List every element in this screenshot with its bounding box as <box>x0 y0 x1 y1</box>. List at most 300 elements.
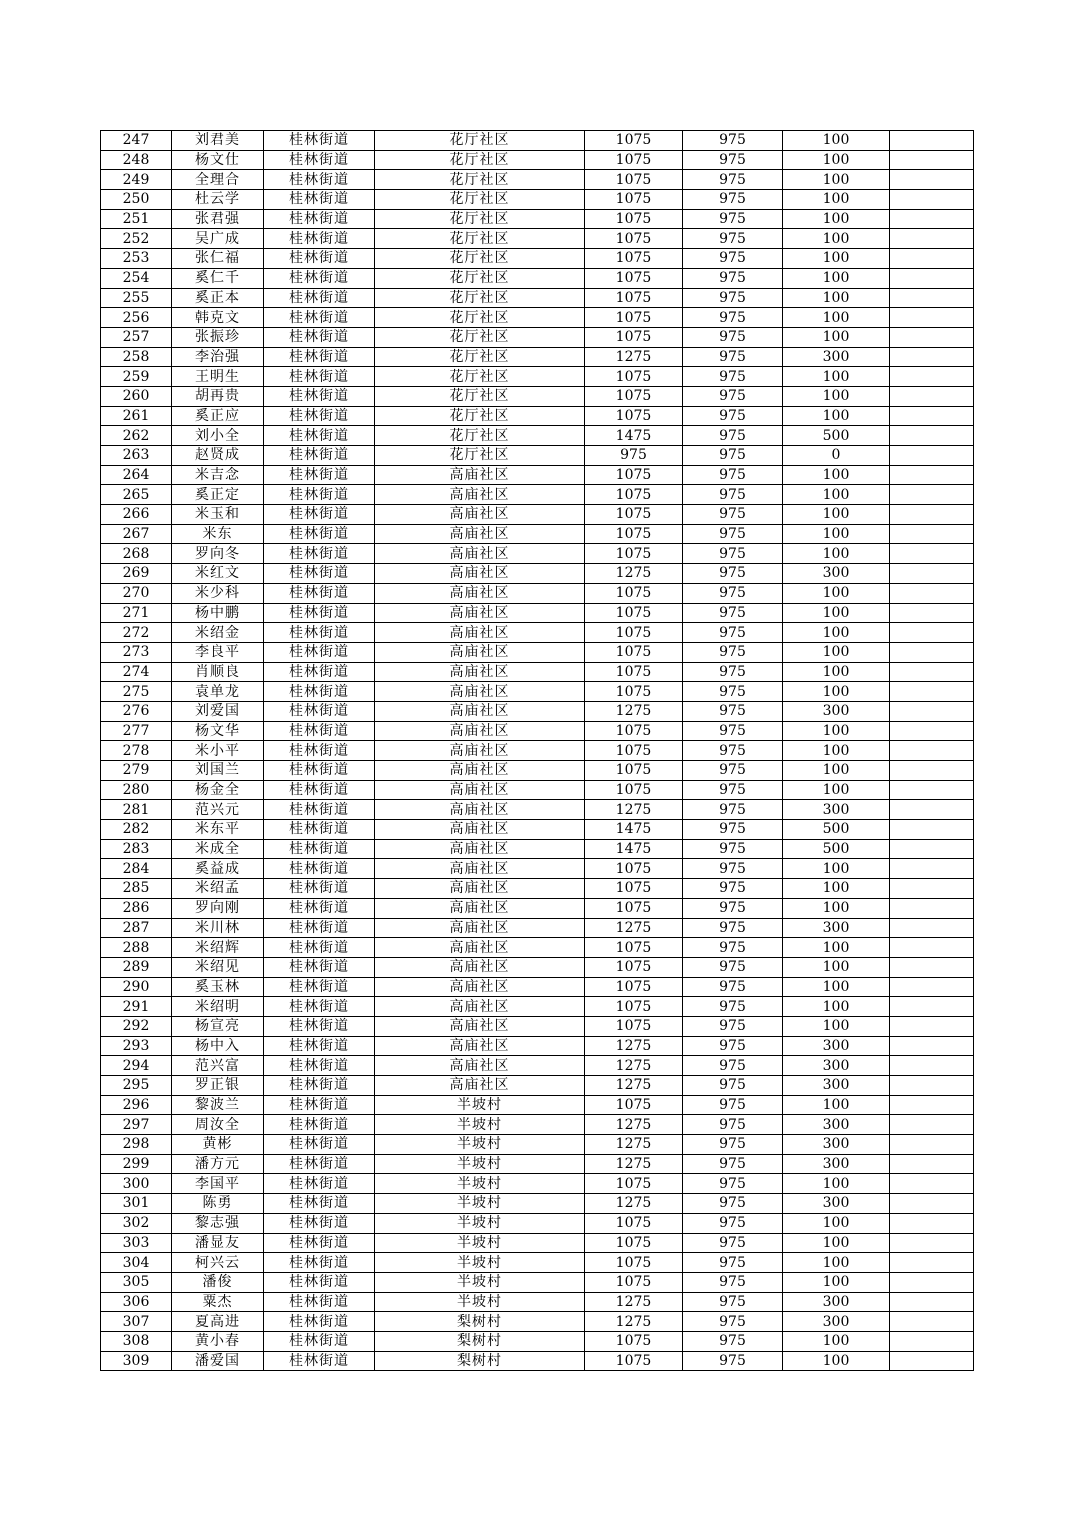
community-cell: 高庙社区 <box>375 879 585 899</box>
amount-cell: 1075 <box>585 485 683 505</box>
amount-cell: 1075 <box>585 997 683 1017</box>
name-cell: 范兴富 <box>172 1056 264 1076</box>
base-cell: 975 <box>683 347 783 367</box>
index-cell: 287 <box>101 918 172 938</box>
amount-cell: 1075 <box>585 623 683 643</box>
community-cell: 花厅社区 <box>375 426 585 446</box>
remark-cell <box>890 623 974 643</box>
community-cell: 高庙社区 <box>375 741 585 761</box>
community-cell: 半坡村 <box>375 1292 585 1312</box>
street-cell: 桂林街道 <box>264 465 375 485</box>
community-cell: 半坡村 <box>375 1213 585 1233</box>
index-cell: 292 <box>101 1016 172 1036</box>
difference-cell: 100 <box>783 721 890 741</box>
remark-cell <box>890 1194 974 1214</box>
amount-cell: 1475 <box>585 426 683 446</box>
index-cell: 300 <box>101 1174 172 1194</box>
street-cell: 桂林街道 <box>264 938 375 958</box>
community-cell: 半坡村 <box>375 1095 585 1115</box>
name-cell: 米绍孟 <box>172 879 264 899</box>
base-cell: 975 <box>683 1115 783 1135</box>
street-cell: 桂林街道 <box>264 1312 375 1332</box>
street-cell: 桂林街道 <box>264 918 375 938</box>
table-row <box>101 406 974 426</box>
remark-cell <box>890 642 974 662</box>
amount-cell: 1075 <box>585 957 683 977</box>
difference-cell: 100 <box>783 682 890 702</box>
community-cell: 花厅社区 <box>375 209 585 229</box>
index-cell: 276 <box>101 701 172 721</box>
difference-cell: 100 <box>783 190 890 210</box>
amount-cell: 1075 <box>585 642 683 662</box>
remark-cell <box>890 524 974 544</box>
table-row <box>101 898 974 918</box>
community-cell: 梨树村 <box>375 1351 585 1371</box>
base-cell: 975 <box>683 879 783 899</box>
name-cell: 黄彬 <box>172 1135 264 1155</box>
base-cell: 975 <box>683 839 783 859</box>
base-cell: 975 <box>683 918 783 938</box>
amount-cell: 1275 <box>585 800 683 820</box>
base-cell: 975 <box>683 327 783 347</box>
index-cell: 262 <box>101 426 172 446</box>
remark-cell <box>890 406 974 426</box>
remark-cell <box>890 229 974 249</box>
street-cell: 桂林街道 <box>264 564 375 584</box>
remark-cell <box>890 859 974 879</box>
index-cell: 278 <box>101 741 172 761</box>
community-cell: 花厅社区 <box>375 386 585 406</box>
community-cell: 高庙社区 <box>375 505 585 525</box>
table-row <box>101 1154 974 1174</box>
table-row <box>101 1016 974 1036</box>
base-cell: 975 <box>683 465 783 485</box>
name-cell: 罗正银 <box>172 1076 264 1096</box>
table-row <box>101 859 974 879</box>
street-cell: 桂林街道 <box>264 406 375 426</box>
remark-cell <box>890 268 974 288</box>
base-cell: 975 <box>683 682 783 702</box>
base-cell: 975 <box>683 1016 783 1036</box>
base-cell: 975 <box>683 1351 783 1371</box>
community-cell: 高庙社区 <box>375 918 585 938</box>
remark-cell <box>890 190 974 210</box>
amount-cell: 1275 <box>585 1312 683 1332</box>
amount-cell: 1075 <box>585 190 683 210</box>
table-row <box>101 1213 974 1233</box>
name-cell: 刘君美 <box>172 131 264 151</box>
amount-cell: 1475 <box>585 820 683 840</box>
community-cell: 高庙社区 <box>375 938 585 958</box>
community-cell: 花厅社区 <box>375 367 585 387</box>
street-cell: 桂林街道 <box>264 761 375 781</box>
street-cell: 桂林街道 <box>264 446 375 466</box>
name-cell: 潘俊 <box>172 1272 264 1292</box>
amount-cell: 1075 <box>585 1253 683 1273</box>
name-cell: 奚正本 <box>172 288 264 308</box>
amount-cell: 1075 <box>585 977 683 997</box>
remark-cell <box>890 1135 974 1155</box>
name-cell: 刘小全 <box>172 426 264 446</box>
table-row <box>101 505 974 525</box>
street-cell: 桂林街道 <box>264 583 375 603</box>
street-cell: 桂林街道 <box>264 1292 375 1312</box>
street-cell: 桂林街道 <box>264 150 375 170</box>
difference-cell: 100 <box>783 268 890 288</box>
index-cell: 248 <box>101 150 172 170</box>
street-cell: 桂林街道 <box>264 426 375 446</box>
amount-cell: 1275 <box>585 1056 683 1076</box>
name-cell: 夏高进 <box>172 1312 264 1332</box>
amount-cell: 1075 <box>585 249 683 269</box>
base-cell: 975 <box>683 268 783 288</box>
amount-cell: 1075 <box>585 662 683 682</box>
amount-cell: 1075 <box>585 367 683 387</box>
name-cell: 奚正应 <box>172 406 264 426</box>
base-cell: 975 <box>683 701 783 721</box>
base-cell: 975 <box>683 1154 783 1174</box>
table-row <box>101 150 974 170</box>
difference-cell: 100 <box>783 1213 890 1233</box>
table-row <box>101 249 974 269</box>
index-cell: 308 <box>101 1331 172 1351</box>
difference-cell: 300 <box>783 918 890 938</box>
name-cell: 杨文华 <box>172 721 264 741</box>
community-cell: 高庙社区 <box>375 859 585 879</box>
base-cell: 975 <box>683 485 783 505</box>
community-cell: 高庙社区 <box>375 583 585 603</box>
table-row <box>101 544 974 564</box>
difference-cell: 100 <box>783 603 890 623</box>
community-cell: 高庙社区 <box>375 1036 585 1056</box>
difference-cell: 100 <box>783 997 890 1017</box>
remark-cell <box>890 957 974 977</box>
community-cell: 高庙社区 <box>375 662 585 682</box>
street-cell: 桂林街道 <box>264 1331 375 1351</box>
index-cell: 275 <box>101 682 172 702</box>
remark-cell <box>890 977 974 997</box>
base-cell: 975 <box>683 1292 783 1312</box>
amount-cell: 1075 <box>585 1213 683 1233</box>
base-cell: 975 <box>683 780 783 800</box>
street-cell: 桂林街道 <box>264 1016 375 1036</box>
community-cell: 花厅社区 <box>375 327 585 347</box>
street-cell: 桂林街道 <box>264 190 375 210</box>
table-row <box>101 780 974 800</box>
amount-cell: 1275 <box>585 564 683 584</box>
name-cell: 胡再贵 <box>172 386 264 406</box>
table-row <box>101 367 974 387</box>
base-cell: 975 <box>683 603 783 623</box>
index-cell: 302 <box>101 1213 172 1233</box>
name-cell: 米绍见 <box>172 957 264 977</box>
community-cell: 花厅社区 <box>375 249 585 269</box>
table-row <box>101 229 974 249</box>
difference-cell: 300 <box>783 1312 890 1332</box>
table-row <box>101 918 974 938</box>
index-cell: 274 <box>101 662 172 682</box>
name-cell: 杨中入 <box>172 1036 264 1056</box>
difference-cell: 500 <box>783 839 890 859</box>
difference-cell: 100 <box>783 1351 890 1371</box>
index-cell: 273 <box>101 642 172 662</box>
index-cell: 254 <box>101 268 172 288</box>
amount-cell: 1275 <box>585 1194 683 1214</box>
table-body <box>101 131 974 1371</box>
table-row <box>101 879 974 899</box>
table-row <box>101 1233 974 1253</box>
community-cell: 高庙社区 <box>375 800 585 820</box>
community-cell: 高庙社区 <box>375 524 585 544</box>
community-cell: 高庙社区 <box>375 682 585 702</box>
index-cell: 260 <box>101 386 172 406</box>
table-row <box>101 1351 974 1371</box>
street-cell: 桂林街道 <box>264 367 375 387</box>
amount-cell: 1075 <box>585 1351 683 1371</box>
difference-cell: 300 <box>783 1076 890 1096</box>
remark-cell <box>890 997 974 1017</box>
difference-cell: 100 <box>783 386 890 406</box>
name-cell: 奚正定 <box>172 485 264 505</box>
index-cell: 256 <box>101 308 172 328</box>
amount-cell: 1075 <box>585 131 683 151</box>
difference-cell: 300 <box>783 347 890 367</box>
remark-cell <box>890 150 974 170</box>
name-cell: 奚益成 <box>172 859 264 879</box>
base-cell: 975 <box>683 859 783 879</box>
name-cell: 米红文 <box>172 564 264 584</box>
street-cell: 桂林街道 <box>264 957 375 977</box>
table-row <box>101 1174 974 1194</box>
table-row <box>101 957 974 977</box>
base-cell: 975 <box>683 367 783 387</box>
amount-cell: 1075 <box>585 879 683 899</box>
remark-cell <box>890 879 974 899</box>
remark-cell <box>890 465 974 485</box>
street-cell: 桂林街道 <box>264 800 375 820</box>
street-cell: 桂林街道 <box>264 701 375 721</box>
name-cell: 米东 <box>172 524 264 544</box>
community-cell: 半坡村 <box>375 1115 585 1135</box>
remark-cell <box>890 1233 974 1253</box>
street-cell: 桂林街道 <box>264 209 375 229</box>
base-cell: 975 <box>683 741 783 761</box>
remark-cell <box>890 1056 974 1076</box>
name-cell: 刘爱国 <box>172 701 264 721</box>
amount-cell: 1075 <box>585 1095 683 1115</box>
base-cell: 975 <box>683 583 783 603</box>
index-cell: 299 <box>101 1154 172 1174</box>
street-cell: 桂林街道 <box>264 524 375 544</box>
index-cell: 259 <box>101 367 172 387</box>
difference-cell: 100 <box>783 406 890 426</box>
street-cell: 桂林街道 <box>264 229 375 249</box>
remark-cell <box>890 426 974 446</box>
street-cell: 桂林街道 <box>264 170 375 190</box>
difference-cell: 300 <box>783 1056 890 1076</box>
difference-cell: 100 <box>783 1272 890 1292</box>
table-row <box>101 642 974 662</box>
index-cell: 294 <box>101 1056 172 1076</box>
difference-cell: 100 <box>783 1174 890 1194</box>
amount-cell: 1075 <box>585 1331 683 1351</box>
amount-cell: 1075 <box>585 898 683 918</box>
name-cell: 赵贤成 <box>172 446 264 466</box>
base-cell: 975 <box>683 800 783 820</box>
difference-cell: 100 <box>783 308 890 328</box>
table-row <box>101 1095 974 1115</box>
name-cell: 黄小春 <box>172 1331 264 1351</box>
street-cell: 桂林街道 <box>264 1135 375 1155</box>
index-cell: 304 <box>101 1253 172 1273</box>
name-cell: 米少科 <box>172 583 264 603</box>
remark-cell <box>890 485 974 505</box>
table-row <box>101 820 974 840</box>
base-cell: 975 <box>683 997 783 1017</box>
index-cell: 303 <box>101 1233 172 1253</box>
street-cell: 桂林街道 <box>264 1095 375 1115</box>
amount-cell: 1275 <box>585 347 683 367</box>
community-cell: 花厅社区 <box>375 131 585 151</box>
remark-cell <box>890 741 974 761</box>
index-cell: 261 <box>101 406 172 426</box>
street-cell: 桂林街道 <box>264 997 375 1017</box>
index-cell: 305 <box>101 1272 172 1292</box>
table-row <box>101 465 974 485</box>
name-cell: 范兴元 <box>172 800 264 820</box>
table-row <box>101 1253 974 1273</box>
name-cell: 袁单龙 <box>172 682 264 702</box>
base-cell: 975 <box>683 209 783 229</box>
community-cell: 高庙社区 <box>375 623 585 643</box>
index-cell: 285 <box>101 879 172 899</box>
table-row <box>101 741 974 761</box>
index-cell: 269 <box>101 564 172 584</box>
table-row <box>101 1076 974 1096</box>
amount-cell: 1075 <box>585 682 683 702</box>
remark-cell <box>890 1292 974 1312</box>
name-cell: 杜云学 <box>172 190 264 210</box>
amount-cell: 1075 <box>585 524 683 544</box>
base-cell: 975 <box>683 957 783 977</box>
remark-cell <box>890 918 974 938</box>
difference-cell: 100 <box>783 131 890 151</box>
base-cell: 975 <box>683 170 783 190</box>
difference-cell: 300 <box>783 564 890 584</box>
name-cell: 米绍明 <box>172 997 264 1017</box>
table-row <box>101 1194 974 1214</box>
difference-cell: 100 <box>783 780 890 800</box>
table-row <box>101 1135 974 1155</box>
amount-cell: 1075 <box>585 1016 683 1036</box>
amount-cell: 1075 <box>585 938 683 958</box>
remark-cell <box>890 367 974 387</box>
amount-cell: 1075 <box>585 229 683 249</box>
community-cell: 花厅社区 <box>375 446 585 466</box>
index-cell: 267 <box>101 524 172 544</box>
table-row <box>101 839 974 859</box>
difference-cell: 300 <box>783 1154 890 1174</box>
base-cell: 975 <box>683 190 783 210</box>
name-cell: 陈勇 <box>172 1194 264 1214</box>
street-cell: 桂林街道 <box>264 1253 375 1273</box>
index-cell: 263 <box>101 446 172 466</box>
difference-cell: 0 <box>783 446 890 466</box>
remark-cell <box>890 820 974 840</box>
remark-cell <box>890 898 974 918</box>
index-cell: 250 <box>101 190 172 210</box>
difference-cell: 100 <box>783 859 890 879</box>
name-cell: 吴广成 <box>172 229 264 249</box>
name-cell: 李国平 <box>172 1174 264 1194</box>
difference-cell: 100 <box>783 898 890 918</box>
index-cell: 289 <box>101 957 172 977</box>
name-cell: 张振珍 <box>172 327 264 347</box>
base-cell: 975 <box>683 1135 783 1155</box>
name-cell: 米绍辉 <box>172 938 264 958</box>
remark-cell <box>890 249 974 269</box>
street-cell: 桂林街道 <box>264 131 375 151</box>
remark-cell <box>890 308 974 328</box>
community-cell: 半坡村 <box>375 1194 585 1214</box>
base-cell: 975 <box>683 642 783 662</box>
table-row <box>101 347 974 367</box>
index-cell: 309 <box>101 1351 172 1371</box>
remark-cell <box>890 682 974 702</box>
amount-cell: 1075 <box>585 583 683 603</box>
community-cell: 高庙社区 <box>375 761 585 781</box>
remark-cell <box>890 347 974 367</box>
table-row <box>101 1056 974 1076</box>
name-cell: 杨宣亮 <box>172 1016 264 1036</box>
index-cell: 291 <box>101 997 172 1017</box>
base-cell: 975 <box>683 524 783 544</box>
base-cell: 975 <box>683 1174 783 1194</box>
index-cell: 282 <box>101 820 172 840</box>
table-row <box>101 268 974 288</box>
community-cell: 半坡村 <box>375 1233 585 1253</box>
name-cell: 米绍金 <box>172 623 264 643</box>
name-cell: 杨文仕 <box>172 150 264 170</box>
name-cell: 潘爱国 <box>172 1351 264 1371</box>
index-cell: 249 <box>101 170 172 190</box>
table-row <box>101 1115 974 1135</box>
table-row <box>101 1292 974 1312</box>
remark-cell <box>890 662 974 682</box>
amount-cell: 1075 <box>585 406 683 426</box>
table-row <box>101 662 974 682</box>
street-cell: 桂林街道 <box>264 1076 375 1096</box>
street-cell: 桂林街道 <box>264 505 375 525</box>
table-row <box>101 583 974 603</box>
base-cell: 975 <box>683 446 783 466</box>
name-cell: 黎波兰 <box>172 1095 264 1115</box>
community-cell: 高庙社区 <box>375 977 585 997</box>
community-cell: 高庙社区 <box>375 465 585 485</box>
street-cell: 桂林街道 <box>264 249 375 269</box>
index-cell: 252 <box>101 229 172 249</box>
index-cell: 265 <box>101 485 172 505</box>
community-cell: 花厅社区 <box>375 347 585 367</box>
difference-cell: 100 <box>783 1331 890 1351</box>
table-row <box>101 701 974 721</box>
name-cell: 米成全 <box>172 839 264 859</box>
difference-cell: 100 <box>783 170 890 190</box>
community-cell: 半坡村 <box>375 1272 585 1292</box>
remark-cell <box>890 1095 974 1115</box>
community-cell: 花厅社区 <box>375 190 585 210</box>
base-cell: 975 <box>683 1076 783 1096</box>
